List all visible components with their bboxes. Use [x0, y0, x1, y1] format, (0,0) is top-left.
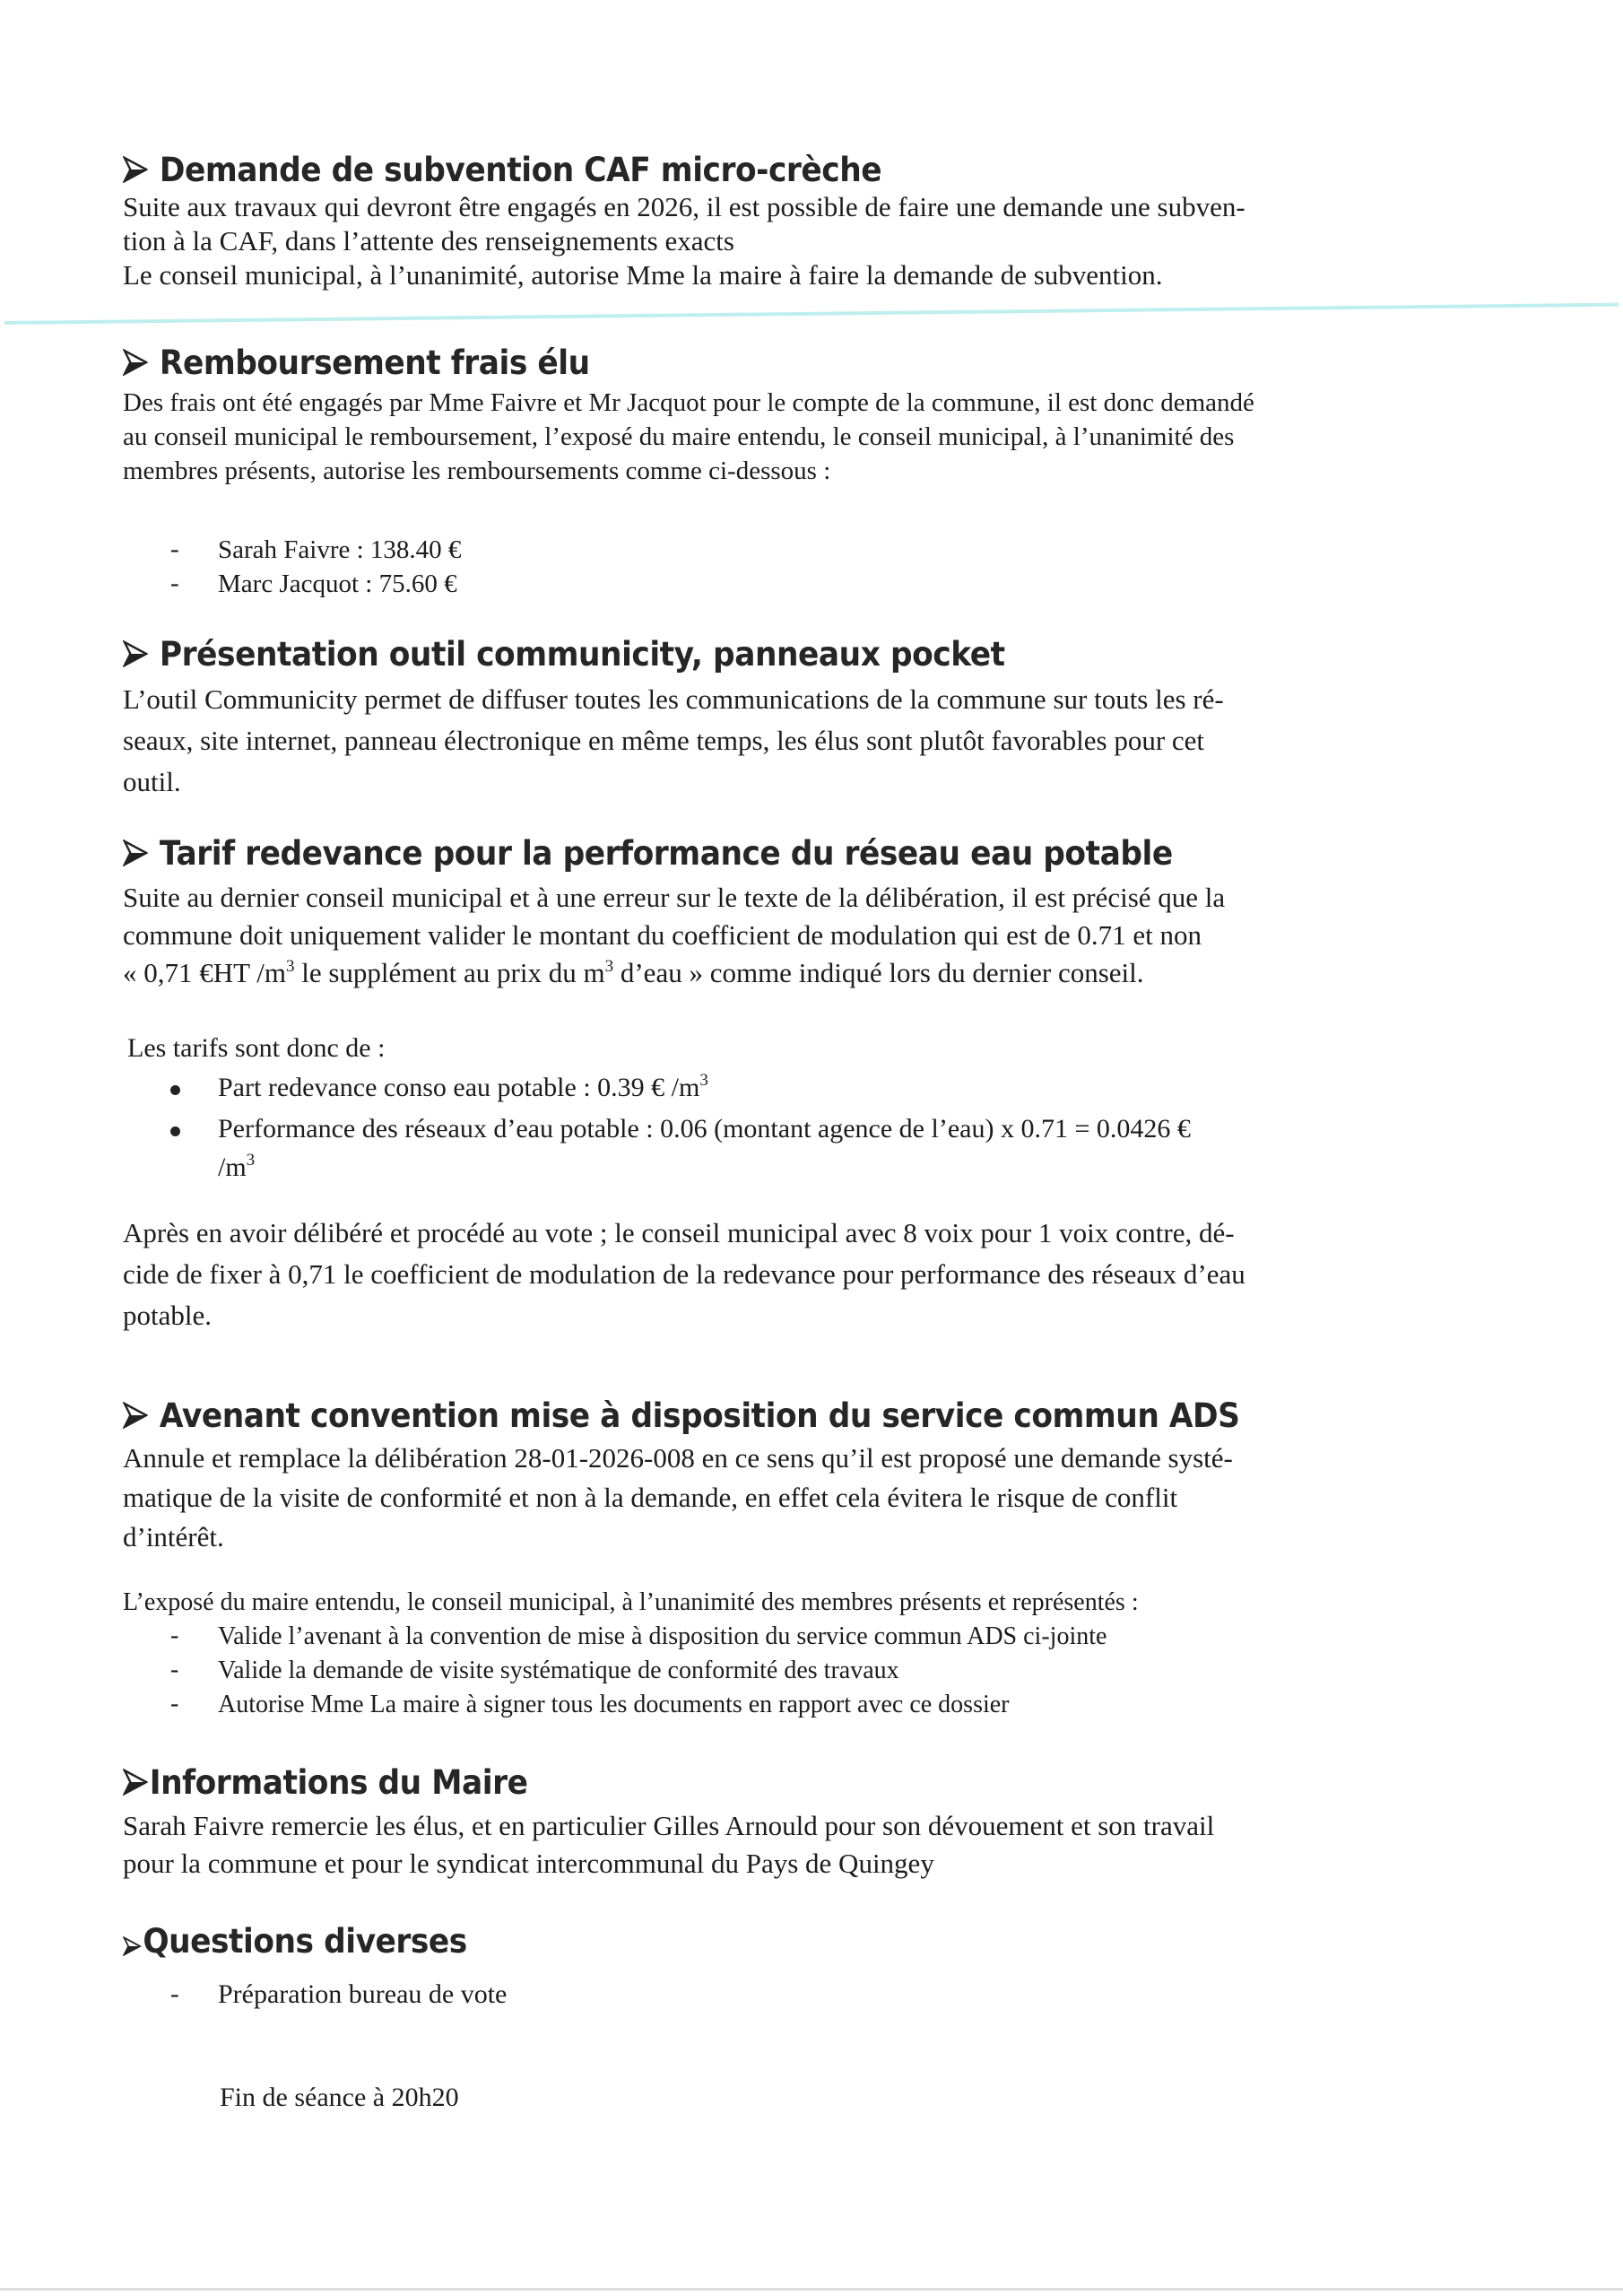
- arrow-bullet-icon: [123, 349, 148, 376]
- closing-time: Fin de séance à 20h20: [220, 2083, 459, 2112]
- arrow-bullet-icon: [123, 1936, 141, 1956]
- section-heading-remboursement: Remboursement frais élu: [123, 344, 590, 382]
- scan-divider-line: [4, 303, 1619, 325]
- paragraph-communicity: L’outil Communicity permet de diffuser toutes les communications de la commune sur touts les ré- seaux, site internet, panneau électronique en même temps, les élus sont plutôt favorables pour cet outil.: [123, 683, 1224, 797]
- decision-item: Autorise Mme La maire à signer tous les documents en rapport avec ce dossier: [218, 1691, 1010, 1718]
- arrow-bullet-icon: [123, 640, 148, 667]
- arrow-bullet-icon: [123, 1402, 148, 1429]
- list-dash: -: [170, 1622, 179, 1649]
- list-item-reimbursement: Marc Jacquot : 75.60 €: [218, 570, 457, 598]
- decision-item: Valide la demande de visite systématique de conformité des travaux: [218, 1657, 899, 1684]
- tarif-item: Part redevance conso eau potable : 0.39 € $/m^3$: [218, 1071, 708, 1102]
- arrow-bullet-icon: [123, 839, 148, 866]
- section-heading-tarif-redevance: Tarif redevance pour la performance du réseau eau potable: [123, 834, 1173, 873]
- section-heading-communicity: Présentation outil communicity, panneaux pocket: [123, 635, 1005, 674]
- list-dash: -: [170, 535, 179, 563]
- bullet-dot-icon: [170, 1085, 180, 1095]
- quote-line: « 0,71 €HT $/m^3$ le supplément au prix du $m^3$ d’eau » comme indiqué lors du dernier conseil.: [123, 957, 1144, 988]
- list-item-reimbursement: Sarah Faivre : 138.40 €: [218, 535, 462, 564]
- paragraph-avenant: Annule et remplace la délibération 28-01-2026-008 en ce sens qu’il est proposé une demande systé- matique de la visite de conformité et non à la demande, en effet cela évitera le risque de conflit d’intérêt.: [123, 1442, 1233, 1552]
- paragraph-vote: Après en avoir délibéré et procédé au vote ; le conseil municipal avec 8 voix pour 1 voix contre, dé- cide de fixer à 0,71 le coefficient de modulation de la redevance pour performance des réseaux d’eau potable.: [123, 1217, 1245, 1331]
- section-heading-avenant-ads: Avenant convention mise à disposition du service commun ADS: [123, 1396, 1239, 1435]
- tarif-item: Performance des réseaux d’eau potable : 0.06 (montant agence de l’eau) x 0.71 = 0.0426 €: [218, 1114, 1191, 1144]
- decision-intro: L’exposé du maire entendu, le conseil municipal, à l’unanimité des membres présents et représentés :: [123, 1588, 1139, 1616]
- list-dash: -: [170, 569, 179, 597]
- section-heading-informations-maire: Informations du Maire: [123, 1763, 527, 1802]
- question-item: Préparation bureau de vote: [218, 1979, 508, 2009]
- tarif-item-continuation: $/m^3$: [218, 1151, 256, 1182]
- arrow-bullet-icon: [123, 156, 148, 183]
- arrow-bullet-icon: [123, 1769, 148, 1796]
- scan-bottom-edge: [0, 2288, 1623, 2291]
- paragraph-tarif-redevance: Suite au dernier conseil municipal et à une erreur sur le texte de la délibération, il est précisé que la commune doit uniquement valider le montant du coefficient de modulation qui est de 0.71 et non « 0,71 €HT $/m^3$ le supplément au prix du $m^3$ d’eau » comme indiqué lors du dernier conseil.: [123, 879, 1468, 992]
- paragraph-caf: Suite aux travaux qui devront être engagés en 2026, il est possible de faire une demande une subven- tion à la CAF, dans l’attente des renseignements exacts Le conseil municipal, à l’unanimité, autorise Mme la maire à faire la demande de subvention.: [123, 191, 1245, 291]
- list-dash: -: [170, 1656, 179, 1683]
- section-heading-questions-diverses: Questions diverses: [123, 1922, 467, 1961]
- section-heading-caf: Demande de subvention CAF micro-crèche: [123, 151, 881, 189]
- paragraph-informations: Sarah Faivre remercie les élus, et en particulier Gilles Arnould pour son dévouement et son travail pour la commune et pour le syndicat intercommunal du Pays de Quingey: [123, 1810, 1215, 1879]
- list-dash: -: [170, 1979, 179, 2008]
- paragraph-remboursement: Des frais ont été engagés par Mme Faivre et Mr Jacquot pour le compte de la commune, il est donc demandé au conseil municipal le remboursement, l’exposé du maire entendu, le conseil municipal, à l’unanimité des membres présents, autorise les remboursements comme ci-dessous :: [123, 388, 1254, 485]
- tarifs-intro: Les tarifs sont donc de :: [127, 1033, 386, 1063]
- decision-item: Valide l’avenant à la convention de mise à disposition du service commun ADS ci-jointe: [218, 1622, 1107, 1650]
- bullet-dot-icon: [170, 1126, 180, 1136]
- list-dash: -: [170, 1690, 179, 1718]
